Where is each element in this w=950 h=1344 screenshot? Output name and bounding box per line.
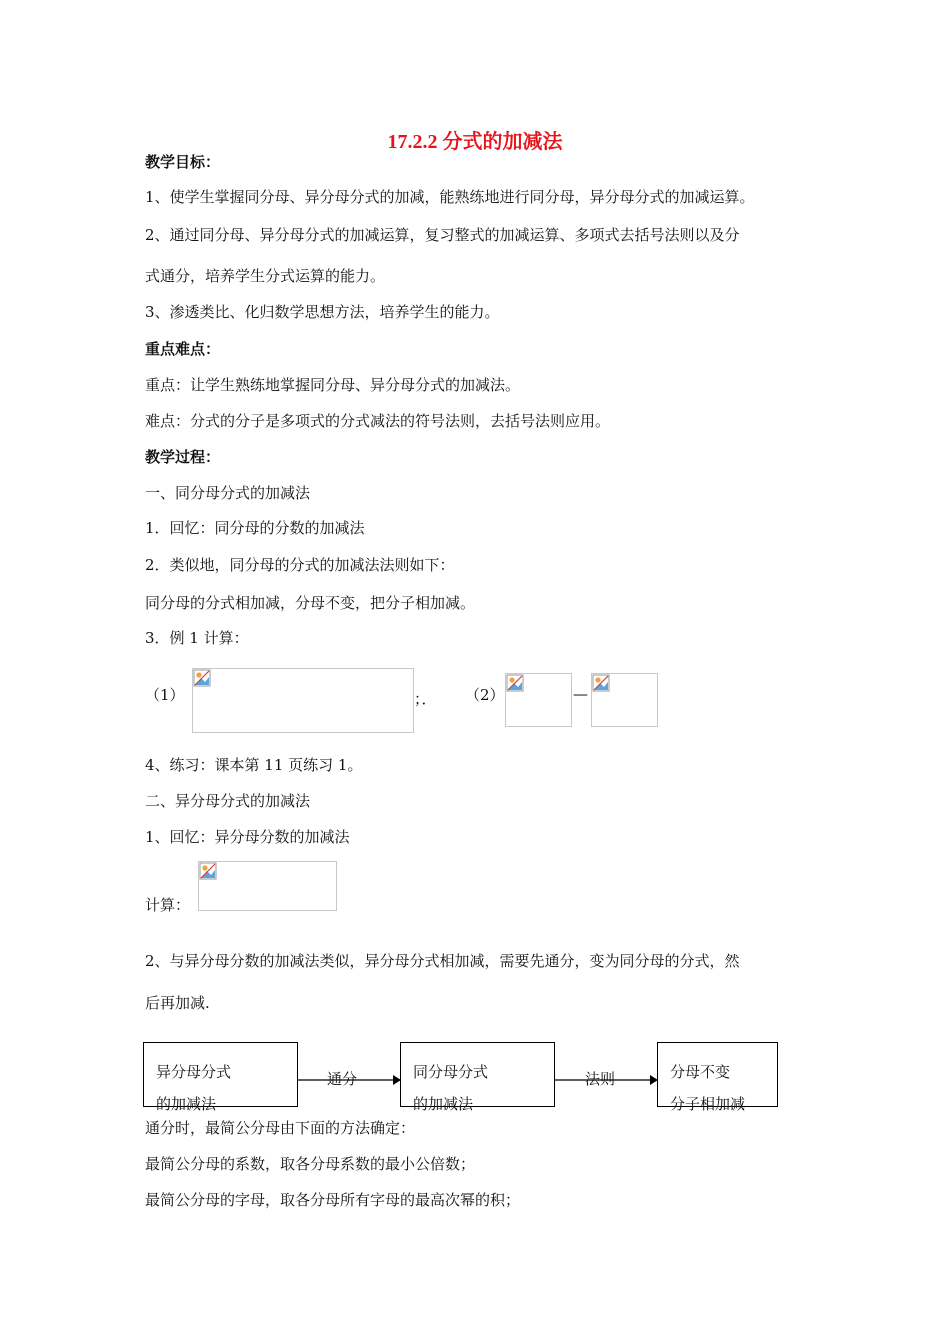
lcd-rule: 最简公分母的字母，取各分母所有字母的最高次幂的积； [145,1191,521,1209]
flow-box-text: 同分母分式 [413,1063,489,1081]
flow-arrow-label: 法则 [585,1070,616,1088]
lcd-rule: 最简公分母的系数，取各分母系数的最小公倍数； [145,1155,476,1173]
rule-text: 同分母的分式相加减，分母不变，把分子相加减。 [145,594,476,612]
flow-box-text: 分母不变 [670,1063,731,1081]
flow-box-text: 的加减法 [413,1095,474,1113]
key-points-heading: 重点难点： [145,340,221,358]
step-text: 1、回忆：异分母分数的加减法 [145,828,350,846]
objective-item: 3、渗透类比、化归数学思想方法，培养学生的能力。 [145,303,500,321]
objectives-heading: 教学目标： [145,153,221,171]
flow-box-text: 异分母分式 [156,1063,232,1081]
section-heading: 二、异分母分式的加减法 [145,792,311,810]
step-text: 后再加减. [145,994,210,1012]
process-heading: 教学过程： [145,448,221,466]
formula-image-1 [192,668,414,733]
formula-image-2a [505,673,572,727]
lcd-intro: 通分时，最简公分母由下面的方法确定： [145,1119,416,1137]
difficulty-point: 难点：分式的分子是多项式的分式减法的符号法则，去括号法则应用。 [145,412,611,430]
example-2-label: （2） [465,686,505,704]
formula-image-2b [591,673,658,727]
step-text: 3．例 1 计算： [145,629,249,647]
step-text: 2、与异分母分数的加减法类似，异分母分式相加减，需要先通分，变为同分母的分式，然 [145,952,740,970]
objective-item: 2、通过同分母、异分母分式的加减运算，复习整式的加减运算、多项式去括号法则以及分 [145,226,740,244]
broken-image-icon [506,674,524,692]
step-text: 1．回忆：同分母的分数的加减法 [145,519,365,537]
flow-box-text: 的加减法 [156,1095,217,1113]
step-text: 4、练习：课本第 11 页练习 1。 [145,756,363,774]
key-point: 重点：让学生熟练地掌握同分母、异分母分式的加减法。 [145,376,521,394]
objective-item: 式通分，培养学生分式运算的能力。 [145,267,386,285]
example-separator: ；． [414,690,437,708]
example-1-label: （1） [145,686,185,704]
section-heading: 一、同分母分式的加减法 [145,484,311,502]
broken-image-icon [199,862,217,880]
document-title: 17.2.2 分式的加减法 [387,131,563,153]
broken-image-icon [193,669,211,687]
minus-operator: — [573,685,588,703]
flow-arrow-label: 通分 [327,1070,358,1088]
flow-box-text: 分子相加减 [670,1095,746,1113]
step-text: 2．类似地，同分母的分式的加减法法则如下： [145,556,455,574]
broken-image-icon [592,674,610,692]
formula-image-3 [198,861,337,911]
objective-item: 1、使学生掌握同分母、异分母分式的加减，能熟练地进行同分母，异分母分式的加减运算。 [145,188,755,206]
calc-label: 计算： [145,896,191,914]
